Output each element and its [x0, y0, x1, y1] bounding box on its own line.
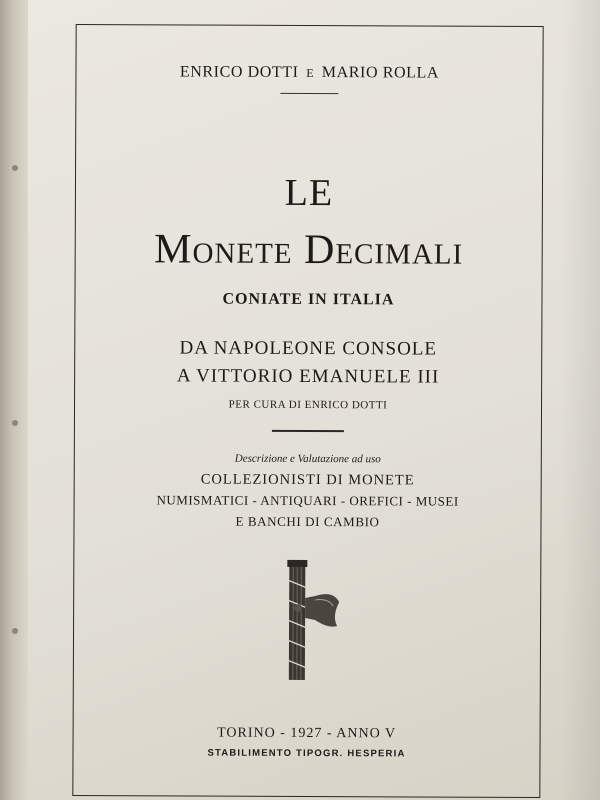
book-spine	[0, 0, 28, 800]
binding-stitch	[12, 165, 18, 171]
period-line-1: DA NAPOLEONE CONSOLE	[179, 337, 438, 360]
title-line-1: LE	[284, 171, 334, 215]
divider-short	[280, 93, 338, 94]
author-2: MARIO ROLLA	[321, 64, 440, 82]
page-border-frame	[72, 24, 543, 798]
binding-stitch	[12, 420, 18, 426]
imprint-printer: STABILIMENTO TIPOGR. HESPERIA	[207, 747, 406, 760]
purpose-line-1: COLLEZIONISTI DI MONETE	[200, 471, 415, 489]
imprint-place-date: TORINO - 1927 - ANNO V	[217, 725, 397, 742]
purpose-description: Descrizione e Valutazione ad uso	[234, 452, 381, 466]
authors	[76, 63, 542, 83]
title-page	[28, 0, 600, 800]
purpose-line-2: NUMISMATICI - ANTIQUARI - OREFICI - MUSEI	[156, 492, 459, 509]
author-1: ENRICO DOTTI	[179, 63, 299, 81]
title-line-2: Monete Decimali	[154, 226, 464, 274]
page-edge-shadow	[560, 0, 600, 800]
divider-middle	[272, 430, 344, 432]
binding-stitch	[12, 628, 18, 634]
fasces-icon	[267, 558, 348, 683]
editor-credit: PER CURA DI ENRICO DOTTI	[228, 398, 388, 412]
author-separator: E	[306, 65, 315, 81]
subtitle: CONIATE IN ITALIA	[222, 290, 395, 309]
period-line-2: A VITTORIO EMANUELE III	[176, 365, 440, 388]
purpose-line-3: E BANCHI DI CAMBIO	[235, 513, 380, 530]
